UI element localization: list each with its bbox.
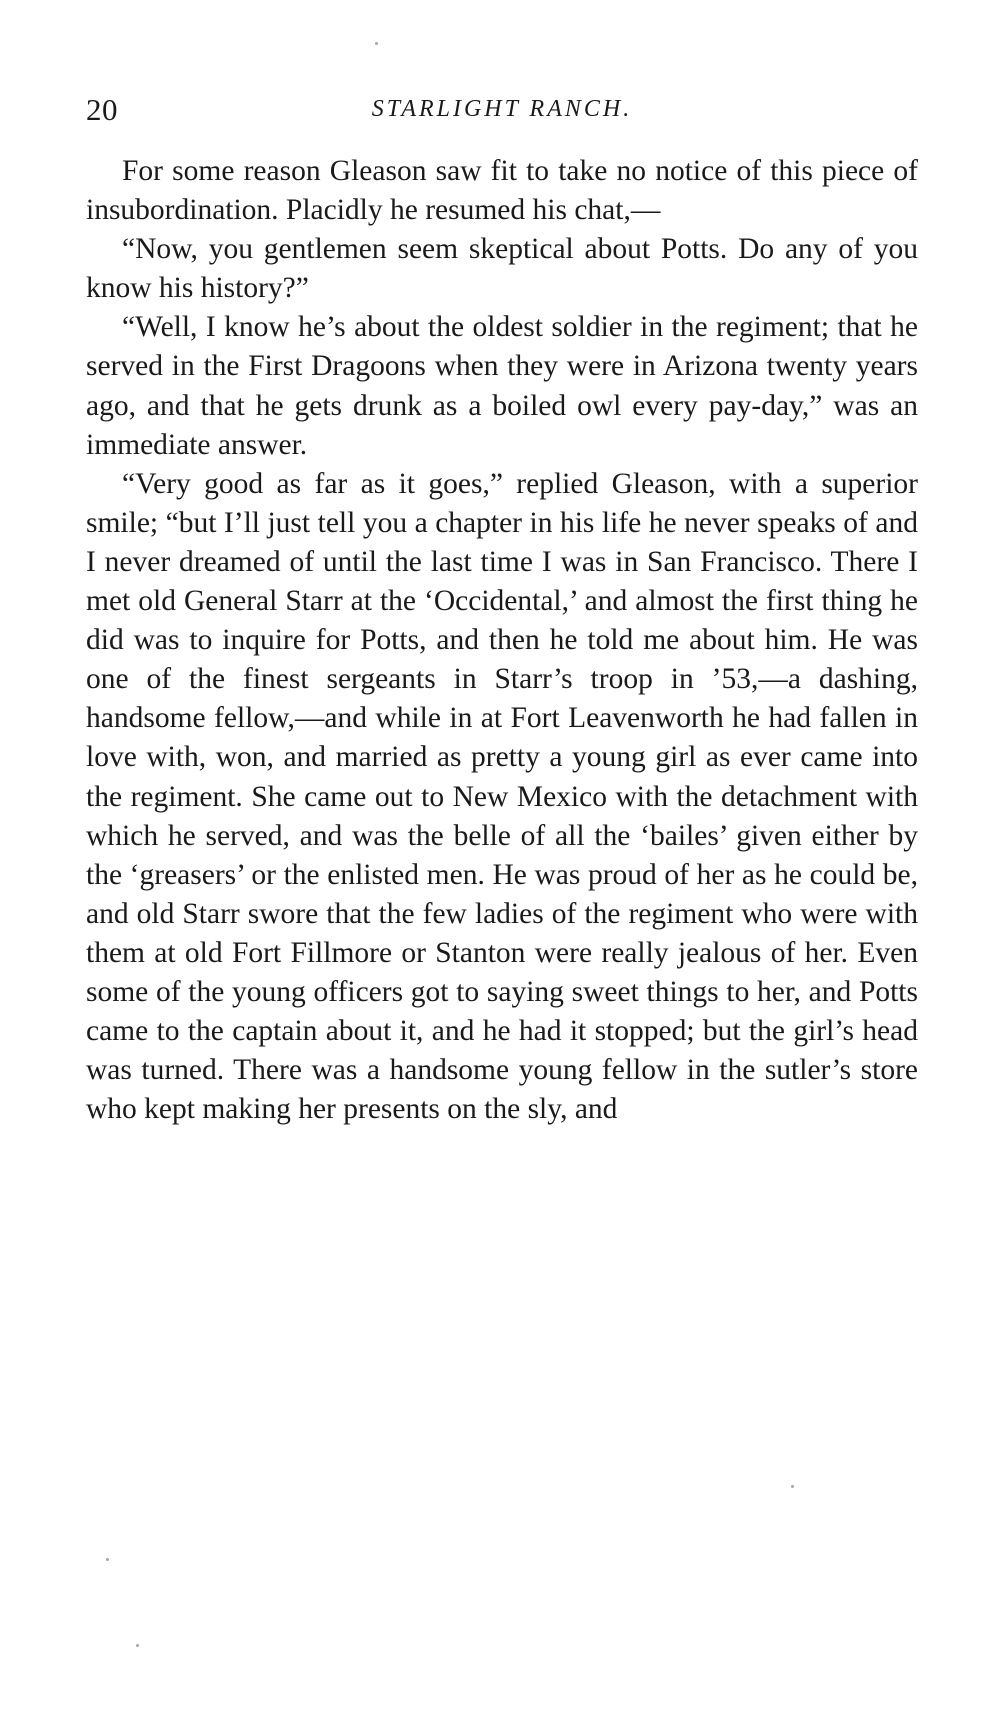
body-text (86, 152, 918, 1129)
page-number: 20 (86, 92, 118, 127)
running-head (86, 92, 918, 132)
print-speck (136, 1644, 139, 1647)
running-title: STARLIGHT RANCH. (371, 96, 633, 122)
paragraph: “Very good as far as it goes,” replied Gleason, with a superior smile; “but I’ll just tell you a chapter in his life he never speaks of and I never dreamed of until the last time I was in San Francisco. There I met old General Starr at the ‘Occidental,’ and almost the first thing he did was to inquire for Potts, and then he told me about him. He was one of the finest sergeants in Starr’s troop in ’53,—a dashing, handsome fellow,—and while in at Fort Leavenworth he had fallen in love with, won, and married as pretty a young girl as ever came into the regiment. She came out to New Mexico with the detachment with which he served, and was the belle of all the ‘bailes’ given either by the ‘greasers’ or the enlisted men. He was proud of her as he could be, and old Starr swore that the few ladies of the regiment who were with them at old Fort Fillmore or Stanton were really jealous of her. Even some of the young officers got to saying sweet things to her, and Potts came to the captain about it, and he had it stopped; but the girl’s head was turned. There was a handsome young fellow in the sutler’s store who kept making her presents on the sly, and (86, 467, 918, 1126)
paragraph: “Now, you gentlemen seem skeptical about Potts. Do any of you know his history?” (86, 233, 918, 305)
paragraph: For some reason Gleason saw fit to take no notice of this piece of insubordination. Placidly he resumed his chat,— (86, 155, 918, 227)
paragraph: “Well, I know he’s about the oldest soldier in the regiment; that he served in the First Dragoons when they were in Arizona twenty years ago, and that he gets drunk as a boiled owl every pay-day,” was an immediate answer. (86, 311, 918, 461)
print-speck (375, 42, 378, 45)
print-speck (791, 1485, 794, 1488)
print-speck (106, 1558, 109, 1561)
